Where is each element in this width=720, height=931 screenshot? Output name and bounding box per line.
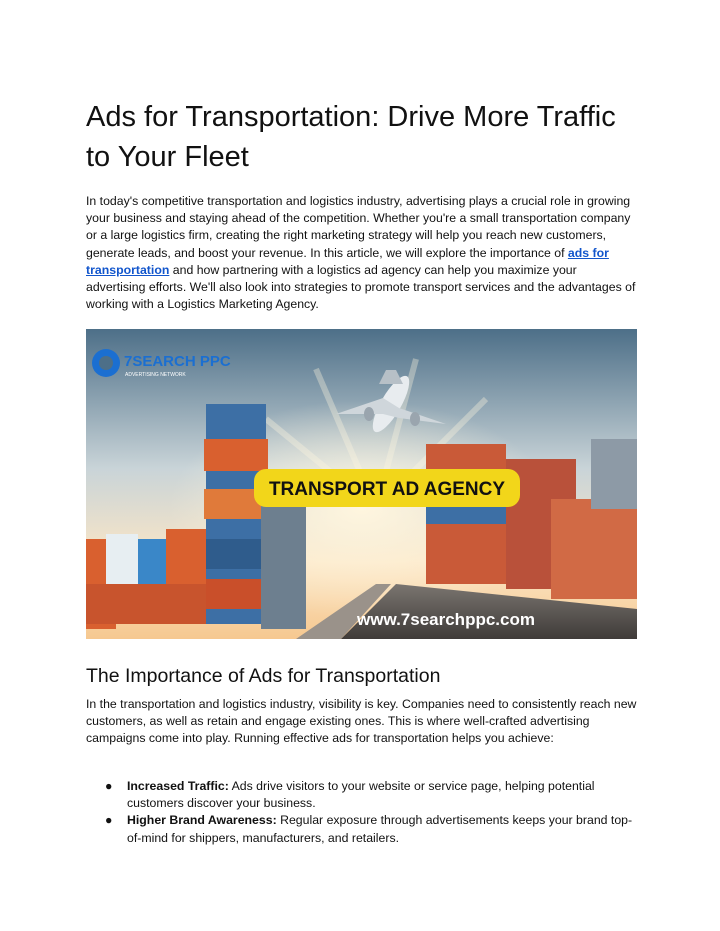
- section-paragraph: In the transportation and logistics industry, visibility is key. Companies need to consistently reach new customers, as well as retain and engage existing ones. This is where well-crafted advertising campaigns come into play. Running effective ads for transportation helps you achieve:: [86, 697, 637, 746]
- intro-paragraph: [86, 193, 638, 313]
- bullet-icon: ●: [105, 813, 113, 828]
- bullet-text: Regular exposure through advertisements keeps your brand top-of-mind for shippers, manufacturers, and retailers.: [127, 813, 633, 845]
- page-title: Ads for Transportation: Drive More Traffic to Your Fleet: [86, 101, 616, 173]
- ads-for-transportation-link[interactable]: ads for transportation: [86, 245, 609, 277]
- banner-text: TRANSPORT AD AGENCY: [268, 479, 506, 500]
- bullet-term: Increased Traffic:: [127, 779, 229, 793]
- bullet-term: Higher Brand Awareness:: [127, 813, 277, 828]
- website-url-text: www.7searchppc.com: [357, 610, 535, 629]
- intro-text-after: and how partnering with a logistics ad agency can help you maximize your advertising efforts. We'll also look into strategies to promote transport services and the advantages of working with a Logistics Marketing Agency.: [86, 262, 636, 312]
- container-stack-right: [426, 439, 637, 599]
- hero-image: [86, 329, 637, 639]
- bullet-icon: ●: [105, 779, 113, 793]
- section-heading: The Importance of Ads for Transportation: [86, 665, 441, 687]
- bullet-text: Ads drive visitors to your website or service page, helping potential customers discover your business.: [127, 779, 595, 811]
- logo-name: 7SEARCH PPC: [124, 353, 231, 370]
- list-item: [86, 812, 638, 846]
- list-item: [86, 778, 638, 812]
- logo-tagline: ADVERTISING NETWORK: [125, 372, 186, 378]
- intro-text-before: In today's competitive transportation and logistics industry, advertising plays a crucial role in growing your business and staying ahead of the competition. Whether you're a small transportation company or a large logistics firm, creating the right marketing strategy will help you reach new customers, generate leads, and boost your revenue. In this article, we will explore the importance of: [86, 194, 631, 260]
- benefits-list: [86, 778, 638, 847]
